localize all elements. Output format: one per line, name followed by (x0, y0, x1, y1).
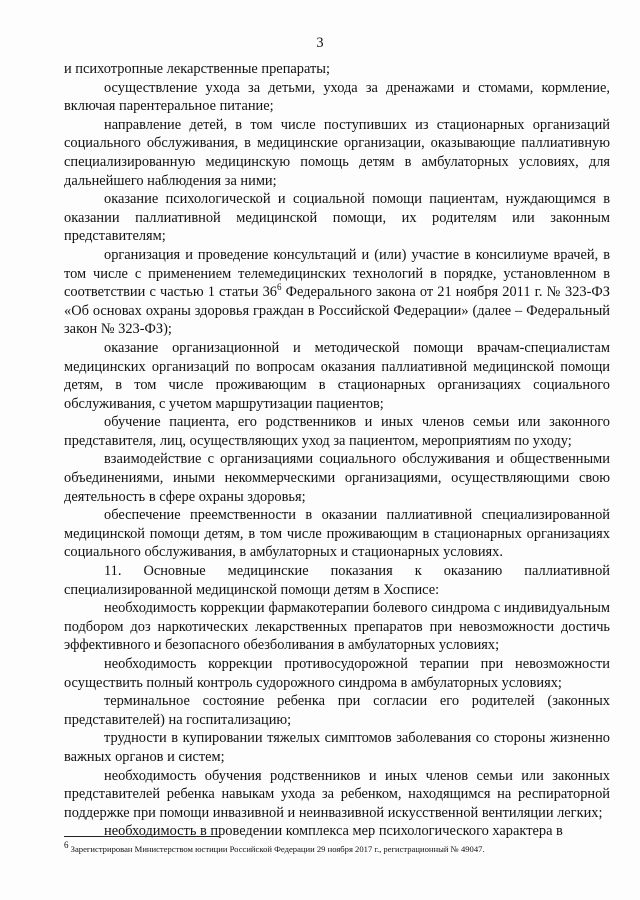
paragraph-5-text-after: Федерального закона от 21 ноября 2011 г. № 323-ФЗ «Об основах охраны здоровья граждан в Российской Федерации» (далее – Федеральный закон № 323-ФЗ); (64, 284, 611, 338)
paragraph-12: необходимость коррекции противосудорожной терапии при невозможности осуществить полный контроль судорожного синдрома в амбулаторных условиях; (64, 656, 610, 691)
paragraph-5 (64, 246, 610, 339)
paragraph-7: обучение пациента, его родственников и иных членов семьи или законного представителя, лиц, осуществляющих уход за пациентом, мероприятиям по уходу; (64, 414, 610, 449)
paragraph-16: необходимость в проведении комплекса мер психологического характера в (104, 823, 563, 840)
paragraph-3: направление детей, в том числе поступивших из стационарных организаций социального обслуживания, в медицинские организации, оказывающие паллиативную специализированную медицинскую помощь детям в амбулаторных условиях, для дальнейшего наблюдения за ними; (64, 116, 610, 189)
page-number: 3 (316, 35, 324, 51)
footnote-marker: 6 (64, 840, 69, 851)
paragraph-8: взаимодействие с организациями социального обслуживания и общественными объединениями, иными некоммерческими организациями, осуществляющими свою деятельность в сфере охраны здоровья; (64, 451, 610, 505)
paragraph-2: осуществление ухода за детьми, ухода за дренажами и стомами, кормление, включая парентеральное питание; (64, 79, 610, 115)
footnote-text: Зарегистрирован Министерством юстиции Российской Федерации 29 ноября 2017 г., регистрационный № 49047. (68, 844, 485, 854)
paragraph-10-section-11: 11. Основные медицинские показания к оказанию паллиативной специализированной медицинской помощи детям в Хосписе: (64, 563, 610, 598)
footnote (64, 840, 610, 855)
paragraph-4: оказание психологической и социальной помощи пациентам, нуждающимся в оказании паллиативной медицинской помощи, их родителям или законным представителям; (64, 191, 610, 245)
footnote-reference: 6 (276, 282, 282, 293)
document-body (64, 60, 610, 841)
paragraph-9: обеспечение преемственности в оказании паллиативной специализированной медицинской помощи детям, в том числе проживающим в стационарных организациях социального обслуживания, в амбулаторных и стационарных условиях. (64, 507, 610, 561)
footnote-divider (64, 836, 219, 837)
paragraph-1: и психотропные лекарственные препараты; (64, 61, 330, 77)
paragraph-6: оказание организационной и методической помощи врачам-специалистам медицинских организаций по вопросам оказания паллиативной медицинской помощи детям, в том числе проживающим в стационарных организациях социального обслуживания, с учетом маршрутизации пациентов; (64, 339, 610, 412)
paragraph-14: трудности в купировании тяжелых симптомов заболевания со стороны жизненно важных органов и систем; (64, 730, 610, 765)
paragraph-5-text-before: организация и проведение консультаций и (или) участие в консилиуме врачей, в том числе с применением телемедицинских технологий в порядке, установленном в соответствии с частью 1 статьи 36 (64, 246, 610, 301)
paragraph-13: терминальное состояние ребенка при согласии его родителей (законных представителей) на госпитализацию; (64, 693, 610, 728)
paragraph-11: необходимость коррекции фармакотерапии болевого синдрома с индивидуальным подбором доз наркотических лекарственных препаратов при невозможности достичь эффективного и безопасного обезболивания в амбулаторных условиях; (64, 600, 610, 654)
paragraph-15: необходимость обучения родственников и иных членов семьи или законных представителей ребенка навыкам ухода за ребенком, находящимся на респираторной поддержке при помощи инвазивной и неинвазивной искусственной вентиляции легких; (64, 767, 610, 821)
